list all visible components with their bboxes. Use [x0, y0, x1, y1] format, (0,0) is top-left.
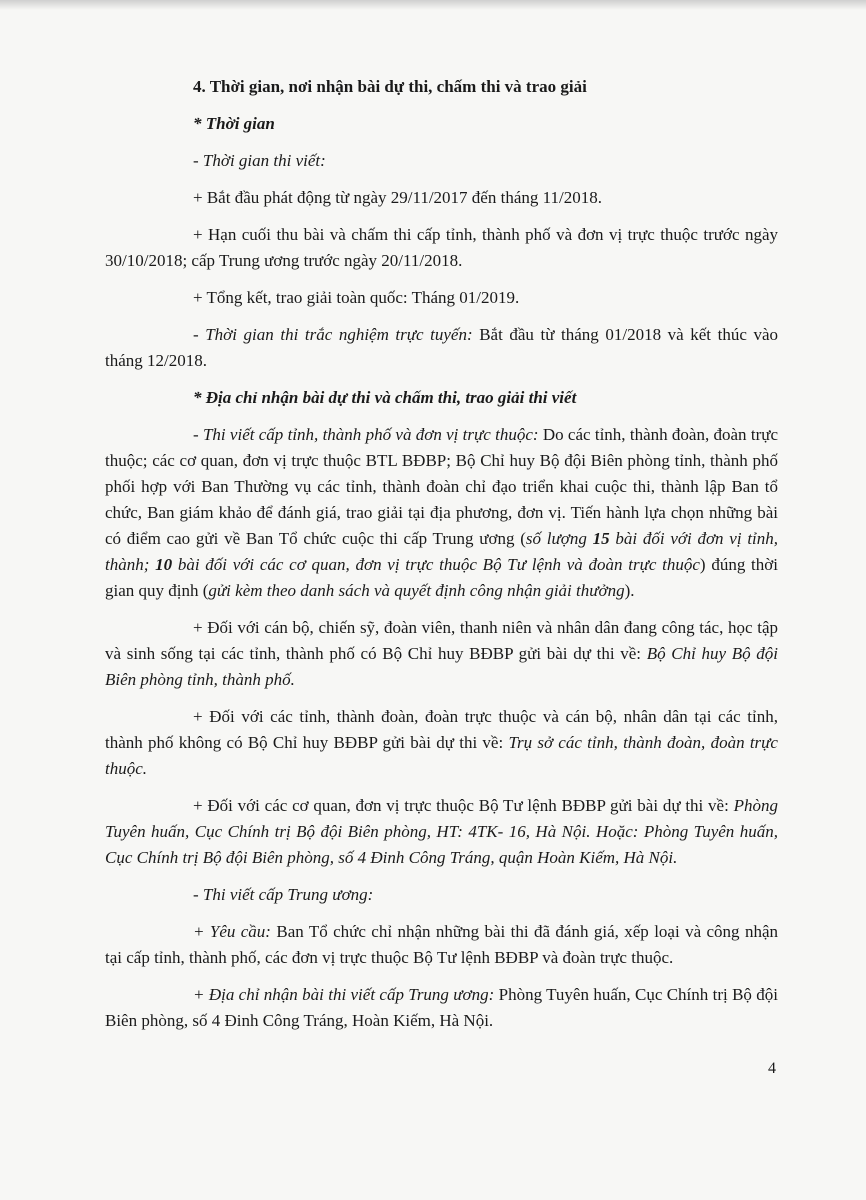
cadre-address: Bộ Chỉ huy Bộ đội Biên phòng tỉnh, thành phố.: [105, 644, 779, 689]
online-paragraph: [105, 322, 778, 374]
online-label: - Thời gian thi trắc nghiệm trực tuyến:: [193, 325, 473, 344]
requirement-label: + Yêu cầu:: [193, 922, 271, 941]
page-number: 4: [768, 1060, 776, 1077]
no-board-address: Trụ sở các tỉnh, thành đoàn, đoàn trực thuộc.: [105, 733, 778, 778]
units-paragraph: [105, 793, 778, 871]
units-text: + Đối với các cơ quan, đơn vị trực thuộc Bộ Tư lệnh BĐBP gửi bài dự thi về:: [193, 796, 734, 815]
time-write-label: - Thời gian thi viết:: [193, 151, 326, 170]
cadre-paragraph: [105, 615, 778, 693]
provincial-text-3: ).: [624, 581, 635, 600]
central-address-label: + Địa chỉ nhận bài thi viết cấp Trung ương:: [193, 985, 495, 1004]
quota-text-1: số lượng: [525, 529, 593, 548]
time-summary: + Tổng kết, trao giải toàn quốc: Tháng 01/2019.: [193, 288, 520, 307]
online-text: Bắt đầu từ tháng 01/2018 và kết thúc vào tháng 12/2018.: [105, 325, 778, 370]
attachment-note: gửi kèm theo danh sách và quyết định công nhận giải thưởng: [208, 581, 625, 600]
time-start: + Bắt đầu phát động từ ngày 29/11/2017 đến tháng 11/2018.: [193, 188, 602, 207]
scan-edge-shadow: [0, 0, 866, 10]
central-address-paragraph: [105, 982, 778, 1034]
provincial-text: Do các tỉnh, thành đoàn, đoàn trực thuộc; các cơ quan, đơn vị trực thuộc BTL BĐBP; Bộ Chỉ huy Bộ đội Biên phòng tỉnh, thành phố phối hợp với Ban Thường vụ các tỉnh, thành đoàn chỉ đạo triển khai cuộc thi, thành lập Ban tổ chức, Ban giám khảo để đánh giá, trao giải tại địa phương, đơn vị. Tiến hành lựa chọn những bài có điểm cao gửi về Ban Tổ chức cuộc thi cấp Trung ương (: [105, 425, 778, 548]
requirement-text: Ban Tổ chức chỉ nhận những bài thi đã đánh giá, xếp loại và công nhận tại cấp tỉnh, thành phố, các đơn vị trực thuộc Bộ Tư lệnh BĐBP và đoàn trực thuộc.: [105, 922, 778, 967]
units-address: Phòng Tuyên huấn, Cục Chính trị Bộ đội Biên phòng, HT: 4TK- 16, Hà Nội. Hoặc: Phòng Tuyên huấn, Cục Chính trị Bộ đội Biên phòng, số 4 Đinh Công Tráng, quận Hoàn Kiếm, Hà Nội.: [105, 796, 778, 867]
quota-number-10: 10: [155, 555, 173, 574]
no-board-text: + Đối với các tỉnh, thành đoàn, đoàn trực thuộc và cán bộ, nhân dân tại các tỉnh, thành phố không có Bộ Chỉ huy BĐBP gửi bài dự thi về:: [105, 707, 778, 752]
provincial-paragraph: [105, 422, 778, 604]
quota-text-2: bài đối với đơn vị tỉnh, thành;: [105, 529, 779, 574]
central-address-text: Phòng Tuyên huấn, Cục Chính trị Bộ đội Biên phòng, số 4 Đinh Công Tráng, Hoàn Kiếm, Hà Nội.: [105, 985, 778, 1030]
time-deadline: + Hạn cuối thu bài và chấm thi cấp tỉnh, thành phố và đơn vị trực thuộc trước ngày 30/10/2018; cấp Trung ương trước ngày 20/11/2018.: [105, 225, 778, 270]
quota-text-3: bài đối với các cơ quan, đơn vị trực thuộc Bộ Tư lệnh và đoàn trực thuộc: [172, 555, 700, 574]
quota-number-15: 15: [592, 529, 610, 548]
subheading-time: * Thời gian: [193, 114, 275, 133]
section-heading: 4. Thời gian, nơi nhận bài dự thi, chấm thi và trao giải: [193, 77, 587, 96]
central-label: - Thi viết cấp Trung ương:: [193, 885, 374, 904]
provincial-text-2: ) đúng thời gian quy định (: [105, 555, 778, 600]
subheading-address: * Địa chỉ nhận bài dự thi và chấm thi, trao giải thi viết: [193, 388, 577, 407]
cadre-text: + Đối với cán bộ, chiến sỹ, đoàn viên, thanh niên và nhân dân đang công tác, học tập và sinh sống tại các tỉnh, thành phố có Bộ Chỉ huy BĐBP gửi bài dự thi về:: [105, 618, 778, 663]
no-board-paragraph: [105, 704, 778, 782]
provincial-label: - Thi viết cấp tỉnh, thành phố và đơn vị trực thuộc:: [193, 425, 539, 444]
requirement-paragraph: [105, 919, 778, 971]
